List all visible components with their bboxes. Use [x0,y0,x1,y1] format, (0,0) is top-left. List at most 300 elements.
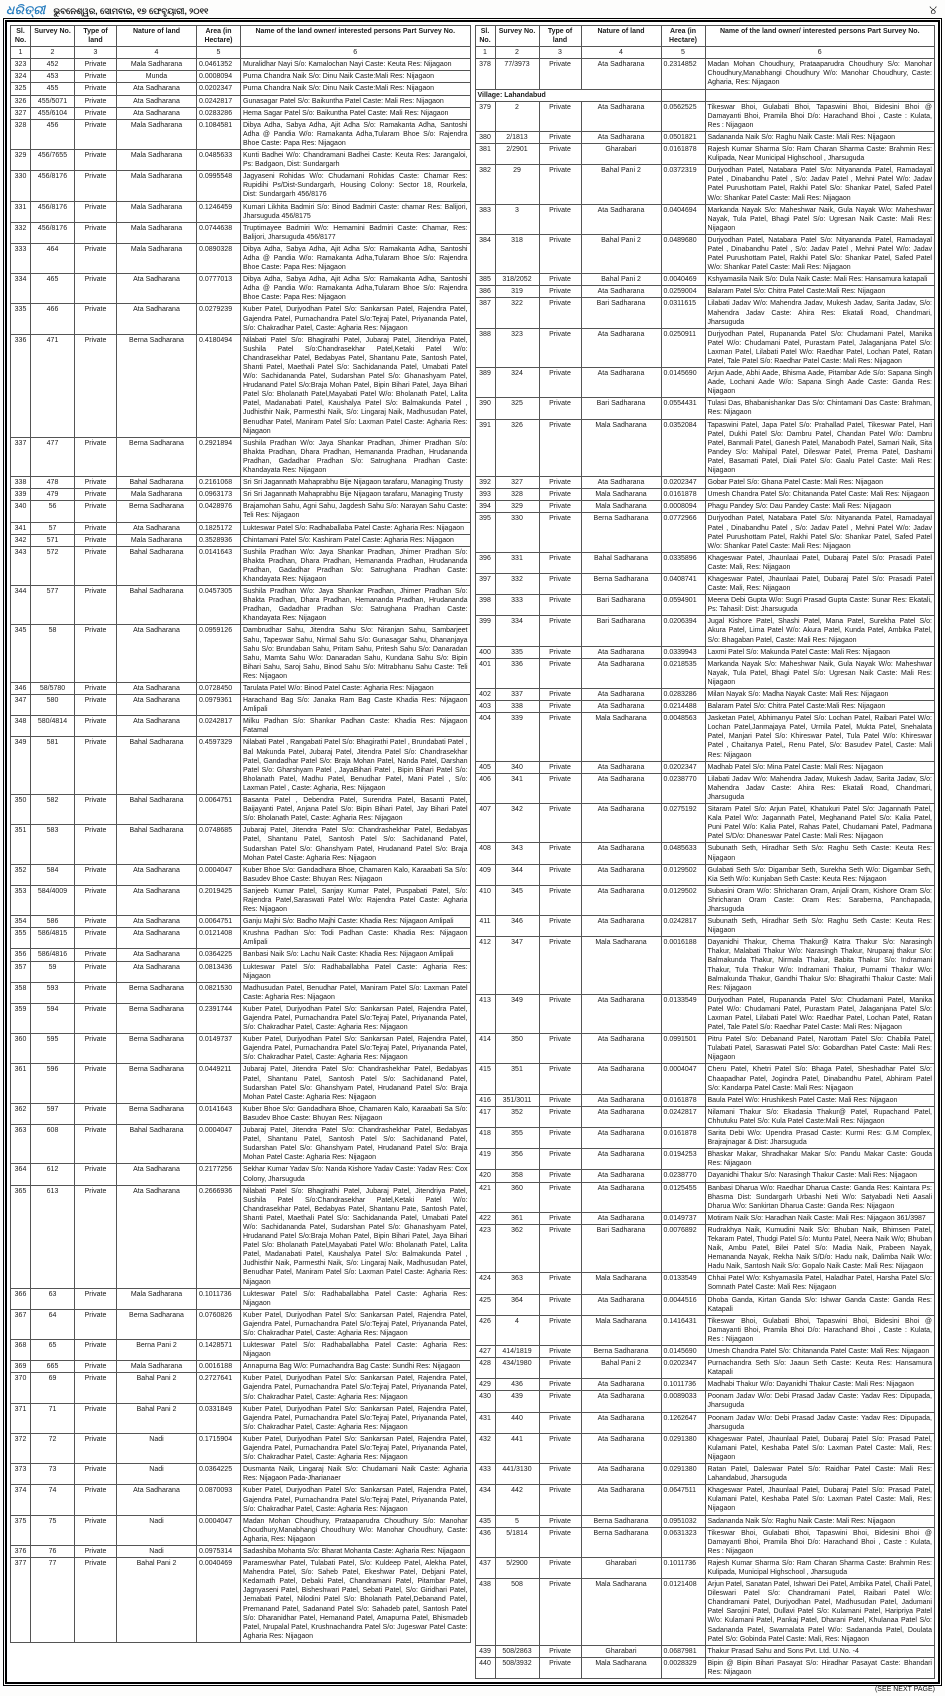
sl-cell: 414 [475,1034,495,1064]
name-cell: Balaram Patel S/o: Chitra Patel Caste:Mali Res: Nijagaon [705,286,935,298]
survey-cell: 358 [495,1170,539,1182]
name-cell: Phagu Pandey S/o: Dau Pandey Caste: Mali Res: Nijagaon [705,501,935,513]
type-cell: Private [539,1106,581,1127]
type-cell: Private [539,1464,581,1485]
sl-cell: 332 [11,222,31,243]
table-row [11,1340,471,1361]
table-row [475,595,935,616]
survey-cell: 456/8176 [31,222,75,243]
nature-cell: Ata Sadharana [581,1391,661,1412]
survey-cell: 330 [495,513,539,552]
type-cell: Private [75,501,117,522]
sl-cell: 440 [475,1657,495,1678]
table-row [11,825,471,864]
name-cell: Sadananda Naik S/o: Raghu Naik Caste: Mali Res: Nijagaon [705,131,935,143]
name-cell: Lukteswar Patel S/o: Radhaballabha Patel Caste: Agharia Res: Nijagaon [241,961,471,982]
nature-cell: Nadi [117,1464,197,1485]
nature-cell: Ata Sadharana [581,658,661,688]
area-cell: 0.0449211 [197,1064,241,1103]
nature-cell: Ata Sadharana [581,286,661,298]
table-row [11,304,471,334]
sl-cell: 370 [11,1373,31,1403]
area-cell: 0.0242817 [197,716,241,737]
nature-cell: Bahal Sadharana [117,825,197,864]
type-cell: Private [539,658,581,688]
nature-cell: Mala Sadharana [117,1288,197,1309]
empty-cell [661,89,705,101]
type-cell: Private [539,59,581,89]
type-cell: Private [75,949,117,961]
nature-cell: Ata Sadharana [117,1485,197,1515]
survey-cell: 455/5071 [31,95,75,107]
area-cell: 0.0149737 [197,1034,241,1064]
sl-cell: 424 [475,1273,495,1294]
table-row [475,1379,935,1391]
type-cell: Private [539,1315,581,1345]
name-cell: Madan Mohan Choudhury, Prataaparudra Choudhury S/o: Manohar Choudhury,Manabhangi Choudhury W/o: Manohar Choudhury, Caste: Agharia, Res: Nijagaon [241,1515,471,1545]
sl-cell: 344 [11,586,31,625]
sl-cell: 388 [475,328,495,367]
survey-cell: 441/3130 [495,1464,539,1485]
name-cell: Lukteswar Patel S/o: Radhaballaba Patel Caste: Agharia Res: Nijagaon [241,522,471,534]
table-row [475,573,935,594]
name-cell: Truptimayee Badmiri W/o: Hemamini Badmiri Caste: Chamar, Res: Balijori, Jharsuguda 456/8177 [241,222,471,243]
name-cell: Sitaram Patel S/o: Arjun Patel, Khatukuri Patel S/o: Jagannath Patel, Kala Patel W/o: Jagannath Patel, Meghanand Patel S/o: Kalia Patel, Puni Patel W/o: Kalia Patel, Rahas Patel, Chudamani Patel, Padmana Patel S/D/o: Dhaneswar Patel Caste: Mali Res: Nijagaon [705,804,935,843]
name-cell: Harachand Bag S/o: Janaka Ram Bag Caste Khadia Res: Nijagaon Amlipali [241,695,471,716]
area-cell: 0.0242817 [661,1106,705,1127]
table-row [475,286,935,298]
type-cell: Private [539,1485,581,1515]
type-cell: Private [75,982,117,1003]
name-cell: Sarita Debi W/o: Upendra Prasad Caste: Kurmi Res: G.M Complex, Brajrajnagar & Dist: Jharsuguda [705,1128,935,1149]
survey-cell: 324 [495,368,539,398]
type-cell: Private [75,243,117,273]
type-cell: Private [539,864,581,885]
survey-cell: 325 [495,398,539,419]
sl-cell: 330 [11,171,31,201]
table-row [475,916,935,937]
name-cell: Brajamohan Sahu, Agni Sahu, Jagdesh Sahu S/o: Narayan Sahu Caste: Teli Res: Nijagaon [241,501,471,522]
table-row [475,477,935,489]
nature-cell: Berna Sadharana [581,1527,661,1557]
area-cell: 0.0554431 [661,398,705,419]
col-owner-name: Name of the land owner/ interested persons Part Survey No. [241,26,471,47]
type-cell: Private [539,1412,581,1433]
survey-cell: 362 [495,1224,539,1272]
table-row [11,83,471,95]
table-row [11,961,471,982]
table-row [11,437,471,476]
survey-cell: 477 [31,437,75,476]
type-cell: Private [75,683,117,695]
sl-cell: 412 [475,937,495,995]
sl-cell: 326 [11,95,31,107]
type-cell: Private [539,1128,581,1149]
survey-cell: 5/1814 [495,1527,539,1557]
table-row [475,1315,935,1345]
nature-cell: Mala Sadharana [117,243,197,273]
table-row [11,1485,471,1515]
sl-cell: 438 [475,1579,495,1646]
sl-cell: 406 [475,773,495,803]
sl-cell: 415 [475,1064,495,1094]
type-cell: Private [539,1182,581,1212]
sl-cell: 352 [11,864,31,885]
name-cell: Nilabati Patel S/o: Bhagirathi Patel, Jubaraj Patel, Jitendriya Patel, Sushila Patel S/o:Chandrasekhar Patel,Ketaki Patel W/o: Chandrasekhar Patel, Bedabyas Patel, Shantanu Pate, Santosh Patel, Shanti Patel, Maethali Patel S/o: Sachidananda Patel, Umabati Patel W/o: Sachidananda Patel, Sudarshan Patel S/o: Ghanashyam Patel, Hrudanand Patel S/o:Braja Mohan Patel, Bipin Bihari Patel, Jaya Bihari Patel S/o: Bholanath Patel,Mayabati Patel W/o: Bholanath Patel, Lalita Patel, Madanabati Patel, Kaushalya Patel S/o: Balmakunda Patel , Judhisthir Naik, Parmesthi Naik, S/o: Lingaraj Naik, Madhusudan Patel, Benudhar Patel, Maniram Patel S/o: Laxman Patel Caste: Agharia Res: Nijagaon [241,334,471,437]
table-row [475,1579,935,1646]
table-row [11,1545,471,1557]
name-cell: Arjun Aade, Abhi Aade, Bhisma Aade, Pitambar Ade S/o: Sapana Singh Aade, Lochani Aade W/o: Sapana Singh Aade Caste: Ganda Res: Nijagaon [705,368,935,398]
name-cell: Umesh Chandra Patel S/o: Chitananda Patel Caste: Mali Res: Nijagaon [705,1346,935,1358]
sl-cell: 367 [11,1309,31,1339]
col-area: Area (in Hectare) [197,26,241,47]
name-cell: Markanda Nayak S/o: Maheshwar Naik, Gula Nayak W/o: Maheshwar Nayak, Tula Patel, Bhagi Patel S/o: Ugresan Naik Caste: Mali Res: Nijagaon [705,204,935,234]
survey-cell: 326 [495,419,539,477]
sl-cell: 364 [11,1164,31,1185]
sl-cell: 432 [475,1433,495,1463]
sl-cell: 353 [11,885,31,915]
nature-cell: Bahal Pani 2 [117,1403,197,1433]
type-cell: Private [539,1273,581,1294]
survey-cell: 572 [31,546,75,585]
name-cell: Meena Debi Gupta W/o: Sugri Prasad Gupta Caste: Sunar Res: Ekatali, Ps: Tahasil: Dist: Jharsuguda [705,595,935,616]
type-cell: Private [75,1064,117,1103]
name-cell: Banbasi Naik S/o: Lachu Naik Caste: Khadia Res: Nijagaon Amlipali [241,949,471,961]
area-cell: 0.0821530 [197,982,241,1003]
nature-cell: Mala Sadharana [117,201,197,222]
area-cell: 0.0145690 [661,1346,705,1358]
survey-cell: 351/3011 [495,1094,539,1106]
survey-cell: 323 [495,328,539,367]
survey-cell: 73 [31,1464,75,1485]
col-num-6: 6 [705,47,935,59]
table-row [11,795,471,825]
survey-cell: 597 [31,1103,75,1124]
sl-cell: 439 [475,1645,495,1657]
col-owner-name: Name of the land owner/ interested persons Part Survey No. [705,26,935,47]
survey-cell: 478 [31,477,75,489]
name-cell: Sri Sri Jagannath Mahaprabhu Bije Nijagaon tarafaru, Managing Trusty [241,477,471,489]
survey-cell: 580 [31,695,75,716]
col-num-3: 3 [75,47,117,59]
name-cell: Balaram Patel S/o: Chitra Patel Caste:Mali Res: Nijagaon [705,701,935,713]
name-cell: Hema Sagar Patel S/o: Baikuntha Patel Caste: Mali Res: Nijagaon [241,107,471,119]
type-cell: Private [75,437,117,476]
nature-cell: Ata Sadharana [117,683,197,695]
type-cell: Private [539,419,581,477]
survey-cell: 593 [31,982,75,1003]
survey-cell: 608 [31,1125,75,1164]
type-cell: Private [539,165,581,204]
col-survey-no: Survey No. [495,26,539,47]
survey-cell: 335 [495,646,539,658]
area-cell: 0.0352084 [661,419,705,477]
name-cell: Motiram Naik S/o: Haradhan Naik Caste: Mali Res: Nijagaon 361/3987 [705,1212,935,1224]
name-cell: Khageswar Patel, Jhaunlaal Patel, Dubaraj Patel S/o: Prasad Patel, Kulamani Patel, Keshaba Patel S/o: Laxman Patel Caste: Mali, Res: Nijagaon [705,1433,935,1463]
area-cell: 0.0428976 [197,501,241,522]
table-row [11,119,471,149]
nature-cell: Ata Sadharana [117,1185,197,1288]
type-cell: Private [75,625,117,683]
nature-cell: Ata Sadharana [581,761,661,773]
survey-cell: 508/2863 [495,1645,539,1657]
col-num-5: 5 [197,47,241,59]
name-cell: Khageswar Patel, Jhaunlaai Patel, Dubaraj Patel S/o: Prasadi Patel Caste: Mali, Res: Nijagaon [705,573,935,594]
table-row [475,804,935,843]
area-cell: 0.0161878 [661,144,705,165]
area-cell: 0.0206394 [661,616,705,646]
name-cell: Madan Mohan Choudhury, Prataaparudra Choudhury S/o: Manohar Choudhury,Manabhangi Choudhury W/o: Manohar Choudhury, Caste: Agharia, Res: Nijagaon [705,59,935,89]
survey-cell: 328 [495,489,539,501]
left-table-body [11,59,471,1643]
nature-cell: Bahal Sadharana [117,795,197,825]
table-row [11,1003,471,1033]
sl-cell: 324 [11,71,31,83]
nature-cell: Ata Sadharana [581,1064,661,1094]
name-cell: Sadashiba Mohanta S/o: Bharat Mohanta Caste: Agharia Res: Nijagaon [241,1545,471,1557]
area-cell: 0.0777013 [197,274,241,304]
sl-cell: 372 [11,1433,31,1463]
area-cell: 0.0631323 [661,1527,705,1557]
type-cell: Private [539,885,581,915]
nature-cell: Mala Sadharana [117,534,197,546]
nature-cell: Ata Sadharana [581,1212,661,1224]
area-cell: 0.0461352 [197,59,241,71]
empty-cell [705,89,935,101]
table-row [475,59,935,89]
nature-cell: Ata Sadharana [117,695,197,716]
table-row [11,625,471,683]
nature-cell: Bahal Sadharana [581,552,661,573]
area-cell: 0.2666936 [197,1185,241,1288]
sl-cell: 396 [475,552,495,573]
table-row [475,274,935,286]
type-cell: Private [75,222,117,243]
area-cell: 0.0202347 [661,477,705,489]
survey-cell: 479 [31,489,75,501]
name-cell: Tarulata Patel W/o: Binod Patel Caste: Agharia Res: Nijagaon [241,683,471,695]
survey-cell: 434/1980 [495,1358,539,1379]
name-cell: Sadananda Naik S/o: Raghu Naik Caste: Mali Res: Nijagaon [705,1515,935,1527]
area-cell: 0.1084581 [197,119,241,149]
table-row [475,885,935,915]
table-row [475,1557,935,1578]
name-cell: Purna Chandra Naik S/o: Dinu Naik Caste:Mali Res: Nijagaon [241,71,471,83]
nature-cell: Mala Sadharana [117,222,197,243]
nature-cell: Ata Sadharana [581,1128,661,1149]
name-cell: Muralidhar Nayi S/o: Kamalochan Nayi Caste: Keuta Res: Nijagaon [241,59,471,71]
area-cell: 0.1416431 [661,1315,705,1345]
table-row [11,1464,471,1485]
nature-cell: Ata Sadharana [581,101,661,131]
sl-cell: 361 [11,1064,31,1103]
col-num-3: 3 [539,47,581,59]
area-cell: 0.2177256 [197,1164,241,1185]
area-cell: 0.0339943 [661,646,705,658]
type-cell: Private [75,522,117,534]
see-next-page-note: (SEE NEXT PAGE) [874,1686,935,1693]
nature-cell: Berna Sadharana [117,501,197,522]
area-cell: 0.1715904 [197,1433,241,1463]
table-row [475,713,935,761]
nature-cell: Ata Sadharana [117,304,197,334]
nature-cell: Ata Sadharana [581,328,661,367]
survey-cell: 361 [495,1212,539,1224]
sl-cell: 349 [11,737,31,795]
area-cell: 0.0125455 [661,1182,705,1212]
area-cell: 0.0129502 [661,864,705,885]
name-cell: Dhoba Ganda, Kirtan Ganda S/o: Ishwar Ganda Caste: Ganda Res: Katapali [705,1294,935,1315]
area-cell: 0.0218535 [661,658,705,688]
area-cell: 0.0141643 [197,1103,241,1124]
area-cell: 0.0250911 [661,328,705,367]
survey-cell: 342 [495,804,539,843]
type-cell: Private [539,1294,581,1315]
sl-cell: 351 [11,825,31,864]
sl-cell: 431 [475,1412,495,1433]
sl-cell: 418 [475,1128,495,1149]
area-cell: 0.0238770 [661,773,705,803]
type-cell: Private [75,1125,117,1164]
type-cell: Private [75,1103,117,1124]
table-row [11,489,471,501]
type-cell: Private [539,595,581,616]
survey-cell: 586/4815 [31,928,75,949]
survey-cell: 5/2900 [495,1557,539,1578]
type-cell: Private [539,1170,581,1182]
newspaper-logo: ଧରିତ୍ରୀ [6,3,46,17]
area-cell: 0.0772966 [661,513,705,552]
nature-cell: Ata Sadharana [117,916,197,928]
survey-cell: 355 [495,1128,539,1149]
table-row [11,1164,471,1185]
area-cell: 0.0275192 [661,804,705,843]
survey-cell: 77/3973 [495,59,539,89]
survey-cell: 319 [495,286,539,298]
sl-cell: 393 [475,489,495,501]
name-cell: Kuber Patel, Durjyodhan Patel S/o: Sankarsan Patel, Rajendra Patel, Gajendra Patel, Purnachandra Patel S/o:Tejraj Patel, Priyananda Patel, S/o: Chakradhar Patel, Caste: Agharia Res: Nijagaon [241,304,471,334]
col-type-of-land: Type of land [539,26,581,47]
nature-cell: Mala Sadharana [581,489,661,501]
table-row [475,1358,935,1379]
nature-cell: Bahal Sadharana [117,1125,197,1164]
nature-cell: Mala Sadharana [581,419,661,477]
type-cell: Private [75,1164,117,1185]
sl-cell: 379 [475,101,495,131]
sl-cell: 346 [11,683,31,695]
type-cell: Private [539,1433,581,1463]
table-row [475,131,935,143]
nature-cell: Ata Sadharana [581,368,661,398]
nature-cell: Bahal Pani 2 [581,1358,661,1379]
nature-cell: Ata Sadharana [117,522,197,534]
sl-cell: 369 [11,1361,31,1373]
sl-cell: 357 [11,961,31,982]
survey-cell: 613 [31,1185,75,1288]
sl-cell: 419 [475,1149,495,1170]
nature-cell: Ata Sadharana [581,1412,661,1433]
col-survey-no: Survey No. [31,26,75,47]
nature-cell: Mala Sadharana [117,119,197,149]
sl-cell: 386 [475,286,495,298]
name-cell: Tapaswini Patel, Japa Patel S/o: Prahallad Patel, Tikeswar Patel, Hari Patel, Dukhi Patel S/o: Dambru Patel, Chandan Patel W/o: Dambru Patel, Banmali Patel, Ganesh Patel, Manabodh Patel, Samari Naik, Sita Pandey S/o: Mahipal Patel, Dileswar Patel, Prema Patel, Dashami Patel, Basamati Patel, Diali Patel S/o: Gaalu Patel Caste: Mali Res: Nijagaon [705,419,935,477]
survey-cell: 72 [31,1433,75,1463]
name-cell: Chhai Patel W/o: Kshyamasila Patel, Haladhar Patel, Harsha Patel S/o: Somnath Patel Caste: Mali Res: Nijagaon [705,1273,935,1294]
survey-cell: 341 [495,773,539,803]
land-table-right [475,25,936,1679]
name-cell: Kunti Badhei W/o: Chandramani Badhei Caste: Keuta Res: Jarangaloi, Ps: Badgaon, Dist: Sundargarh [241,150,471,171]
sl-cell: 391 [475,419,495,477]
nature-cell: Bahal Sadharana [117,477,197,489]
area-cell: 0.0335896 [661,552,705,573]
sl-cell: 340 [11,501,31,522]
col-nature-of-land: Nature of land [581,26,661,47]
name-cell: Jubaraj Patel, Jitendra Patel S/o: Chandrashekhar Patel, Bedabyas Patel, Shantanu Patel, Santosh Patel S/o: Sachidanand Patel, Sudarshan Patel S/o: Ghanshyam Patel, Hrudanand Patel S/o: Braja Mohan Patel Caste: Agharia Res: Nijagaon [241,1125,471,1164]
name-cell: Lukteswar Patel S/o: Radhaballabha Patel Caste: Agharia Res: Nijagaon [241,1288,471,1309]
area-cell: 0.0161878 [661,489,705,501]
name-cell: Madhabi Thakur W/o: Dayanidhi Thakur Caste: Mali Res: Nijagaon [705,1379,935,1391]
col-num-1: 1 [475,47,495,59]
type-cell: Private [75,716,117,737]
type-cell: Private [539,1515,581,1527]
survey-cell: 464 [31,243,75,273]
area-cell: 0.0064751 [197,795,241,825]
name-cell: Banbasi Dharua W/o: Raedhar Dharua Caste: Ganda Res: Kaintara Ps: Bhasma Dist: Sundargarh Urbashi Neti W/o: Satyabadi Neti Aasali Dharua W/o: Sankirtan Dharua Caste: Ganda Res: Nijagaon [705,1182,935,1212]
sl-cell: 358 [11,982,31,1003]
survey-cell: 56 [31,501,75,522]
nature-cell: Nadi [117,1515,197,1545]
survey-cell: 595 [31,1034,75,1064]
area-cell: 0.0259004 [661,286,705,298]
type-cell: Private [75,1340,117,1361]
sl-cell: 334 [11,274,31,304]
column-number-row [11,47,471,59]
survey-cell: 356 [495,1149,539,1170]
survey-cell: 351 [495,1064,539,1094]
sl-cell: 329 [11,150,31,171]
name-cell: Jagyaseni Rohidas W/o: Chudamani Rohidas Caste: Chamar Res: Rupidihi Ps/Dist-Sundargarh, Housing Colony: Sector 18, Rourkela, Dist: Sundargarh 456/8176 [241,171,471,201]
sl-cell: 430 [475,1391,495,1412]
nature-cell: Ata Sadharana [581,864,661,885]
nature-cell: Mala Sadharana [117,1361,197,1373]
nature-cell: Mala Sadharana [581,713,661,761]
name-cell: Sekhar Kumar Yadav S/o: Nanda Kishore Yadav Caste: Yadav Res: Cox Colony, Jharsuguda [241,1164,471,1185]
type-cell: Private [75,1485,117,1515]
area-cell: 0.0064751 [197,916,241,928]
table-row [475,1170,935,1182]
type-cell: Private [75,489,117,501]
header-row [475,26,935,47]
area-cell: 0.0283286 [661,689,705,701]
area-cell: 0.0121408 [197,928,241,949]
survey-cell: 441 [495,1433,539,1463]
survey-cell: 337 [495,689,539,701]
sl-cell: 421 [475,1182,495,1212]
nature-cell: Bahal Sadharana [117,546,197,585]
sl-cell: 394 [475,501,495,513]
name-cell: Dayanidhi Thakur S/o: Narasingh Thakur Caste: Mali Res: Nijagaon [705,1170,935,1182]
area-cell: 0.0016188 [197,1361,241,1373]
table-row [475,1294,935,1315]
sl-cell: 327 [11,107,31,119]
name-cell: Umesh Chandra Patel S/o: Chitananda Patel Caste: Mali Res: Nijagaon [705,489,935,501]
table-row [475,419,935,477]
type-cell: Private [75,304,117,334]
table-row [475,843,935,864]
nature-cell: Ata Sadharana [581,1464,661,1485]
col-nature-of-land: Nature of land [117,26,197,47]
sl-cell: 428 [475,1358,495,1379]
